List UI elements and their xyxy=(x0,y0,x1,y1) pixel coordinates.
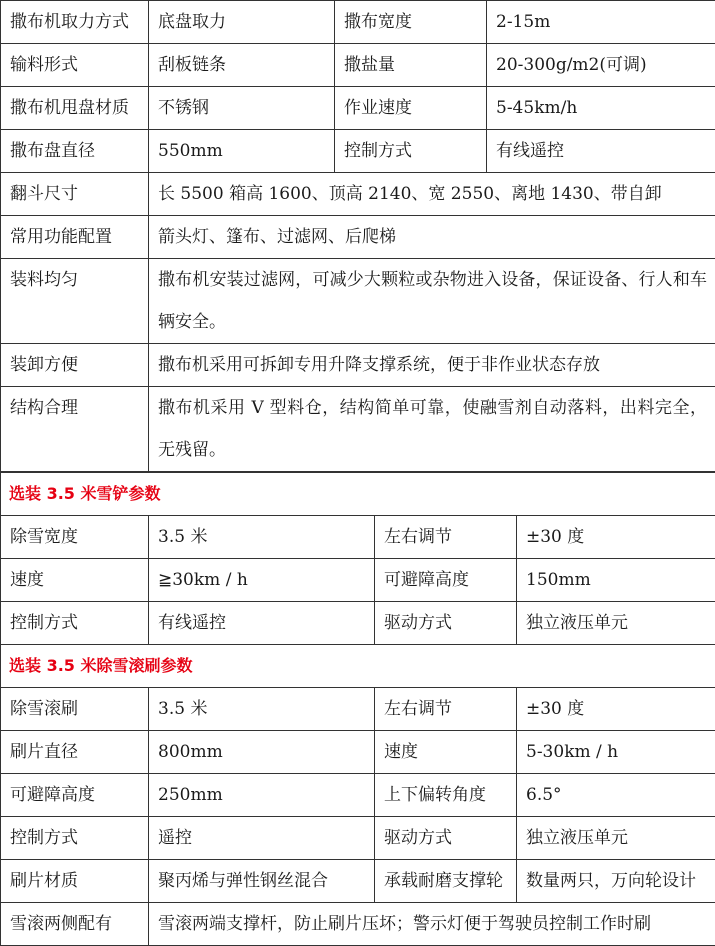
spec-label: 装卸方便 xyxy=(1,344,149,387)
section-title: 选装 3.5 米除雪滚刷参数 xyxy=(1,645,715,688)
spec-label: 速度 xyxy=(1,559,149,602)
table-row xyxy=(1,903,715,946)
spec-value: 150mm xyxy=(517,559,715,602)
table-row xyxy=(1,1,715,44)
spec-label: 除雪宽度 xyxy=(1,516,149,559)
table-row xyxy=(1,259,715,344)
spec-value: 有线遥控 xyxy=(487,130,715,173)
section-header-row xyxy=(1,645,715,688)
spec-value: 250mm xyxy=(149,774,375,817)
spec-value: 雪滚两端支撑杆，防止刷片压坏；警示灯便于驾驶员控制工作时刷 xyxy=(149,903,715,946)
table-row xyxy=(1,731,715,774)
spec-value: 3.5 米 xyxy=(149,688,375,731)
spec-value: 5-30km / h xyxy=(517,731,715,774)
spec-label: 上下偏转角度 xyxy=(375,774,517,817)
spec-value: 刮板链条 xyxy=(149,44,335,87)
section-title: 选装 3.5 米雪铲参数 xyxy=(1,473,715,516)
spec-label: 驱动方式 xyxy=(375,602,517,645)
table-row xyxy=(1,44,715,87)
spec-label: 可避障高度 xyxy=(1,774,149,817)
spec-label: 左右调节 xyxy=(375,688,517,731)
spec-value: 6.5° xyxy=(517,774,715,817)
spec-label: 作业速度 xyxy=(335,87,487,130)
spec-value: ±30 度 xyxy=(517,516,715,559)
spec-value: 有线遥控 xyxy=(149,602,375,645)
spec-label: 控制方式 xyxy=(335,130,487,173)
table-row xyxy=(1,387,715,472)
spec-value: 3.5 米 xyxy=(149,516,375,559)
spec-value: ≧30km / h xyxy=(149,559,375,602)
spec-label: 撒盐量 xyxy=(335,44,487,87)
spec-label: 撒布机取力方式 xyxy=(1,1,149,44)
table-row xyxy=(1,344,715,387)
spec-value: 底盘取力 xyxy=(149,1,335,44)
spec-value: 撒布机采用 V 型料仓，结构简单可靠，使融雪剂自动落料，出料完全，无残留。 xyxy=(149,387,715,472)
spec-value: 2-15m xyxy=(487,1,715,44)
spec-label: 刷片直径 xyxy=(1,731,149,774)
spec-label: 常用功能配置 xyxy=(1,216,149,259)
spec-label: 承载耐磨支撑轮 xyxy=(375,860,517,903)
table-row xyxy=(1,173,715,216)
spec-label: 输料形式 xyxy=(1,44,149,87)
spec-label: 可避障高度 xyxy=(375,559,517,602)
spec-label: 除雪滚刷 xyxy=(1,688,149,731)
spec-value: 撒布机安装过滤网，可减少大颗粒或杂物进入设备，保证设备、行人和车辆安全。 xyxy=(149,259,715,344)
spec-value: 20-300g/m2(可调) xyxy=(487,44,715,87)
table-row xyxy=(1,516,715,559)
table-row xyxy=(1,87,715,130)
spec-value: ±30 度 xyxy=(517,688,715,731)
table-row xyxy=(1,216,715,259)
spec-value: 撒布机采用可拆卸专用升降支撑系统，便于非作业状态存放 xyxy=(149,344,715,387)
spec-value: 550mm xyxy=(149,130,335,173)
snow-shovel-table xyxy=(0,472,715,946)
spec-label: 刷片材质 xyxy=(1,860,149,903)
spec-table xyxy=(0,0,715,472)
table-row xyxy=(1,860,715,903)
spec-label: 左右调节 xyxy=(375,516,517,559)
spec-value: 800mm xyxy=(149,731,375,774)
section-header-row xyxy=(1,473,715,516)
table-row xyxy=(1,559,715,602)
spec-value: 长 5500 箱高 1600、顶高 2140、宽 2550、离地 1430、带自卸 xyxy=(149,173,715,216)
spec-value: 数量两只，万向轮设计 xyxy=(517,860,715,903)
spec-label: 撒布盘直径 xyxy=(1,130,149,173)
spec-value: 独立液压单元 xyxy=(517,817,715,860)
spec-label: 速度 xyxy=(375,731,517,774)
spec-label: 雪滚两侧配有 xyxy=(1,903,149,946)
spec-label: 结构合理 xyxy=(1,387,149,472)
spec-value: 独立液压单元 xyxy=(517,602,715,645)
spec-value: 箭头灯、篷布、过滤网、后爬梯 xyxy=(149,216,715,259)
table-row xyxy=(1,817,715,860)
table-row xyxy=(1,602,715,645)
spec-label: 装料均匀 xyxy=(1,259,149,344)
table-row xyxy=(1,774,715,817)
spec-label: 控制方式 xyxy=(1,817,149,860)
spec-label: 撒布宽度 xyxy=(335,1,487,44)
spec-label: 驱动方式 xyxy=(375,817,517,860)
spec-value: 不锈钢 xyxy=(149,87,335,130)
table-row xyxy=(1,130,715,173)
spec-value: 聚丙烯与弹性钢丝混合 xyxy=(149,860,375,903)
spec-value: 5-45km/h xyxy=(487,87,715,130)
spec-label: 控制方式 xyxy=(1,602,149,645)
spec-label: 撒布机甩盘材质 xyxy=(1,87,149,130)
table-row xyxy=(1,688,715,731)
spec-value: 遥控 xyxy=(149,817,375,860)
spec-label: 翻斗尺寸 xyxy=(1,173,149,216)
